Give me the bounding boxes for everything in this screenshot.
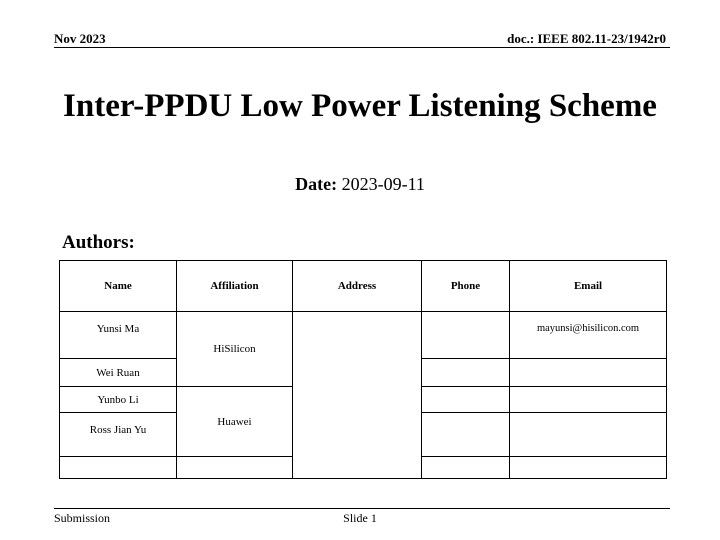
author-phone [422, 312, 510, 359]
author-name [60, 457, 177, 479]
author-affiliation: HiSilicon [177, 312, 293, 387]
header-date: Nov 2023 [54, 31, 106, 46]
author-phone [422, 457, 510, 479]
author-phone [422, 387, 510, 413]
footer-slide-number: Slide 1 [343, 511, 377, 525]
author-email [510, 413, 667, 457]
author-name: Ross Jian Yu [60, 413, 177, 457]
footer-submission: Submission [54, 511, 111, 525]
footer-divider [54, 508, 670, 509]
author-name: Yunsi Ma [60, 312, 177, 359]
date-value: 2023-09-11 [341, 174, 425, 194]
author-email [510, 387, 667, 413]
table-row [60, 312, 667, 359]
column-header-email: Email [510, 261, 667, 312]
author-address [293, 312, 422, 479]
authors-heading: Authors: [62, 232, 135, 253]
author-name: Wei Ruan [60, 359, 177, 387]
author-name: Yunbo Li [60, 387, 177, 413]
page-title: Inter-PPDU Low Power Listening Scheme [63, 88, 657, 124]
author-affiliation: Huawei [177, 387, 293, 457]
authors-table [59, 260, 667, 479]
column-header-name: Name [60, 261, 177, 312]
column-header-phone: Phone [422, 261, 510, 312]
header-divider [54, 47, 670, 48]
author-affiliation [177, 457, 293, 479]
table-header-row [60, 261, 667, 312]
author-phone [422, 359, 510, 387]
header-doc-id: doc.: IEEE 802.11-23/1942r0 [507, 31, 666, 46]
author-email: mayunsi@hisilicon.com [510, 312, 667, 359]
author-email [510, 359, 667, 387]
column-header-affiliation: Affiliation [177, 261, 293, 312]
date-line [0, 172, 720, 196]
date-label: Date: [295, 174, 338, 194]
author-email [510, 457, 667, 479]
column-header-address: Address [293, 261, 422, 312]
author-phone [422, 413, 510, 457]
